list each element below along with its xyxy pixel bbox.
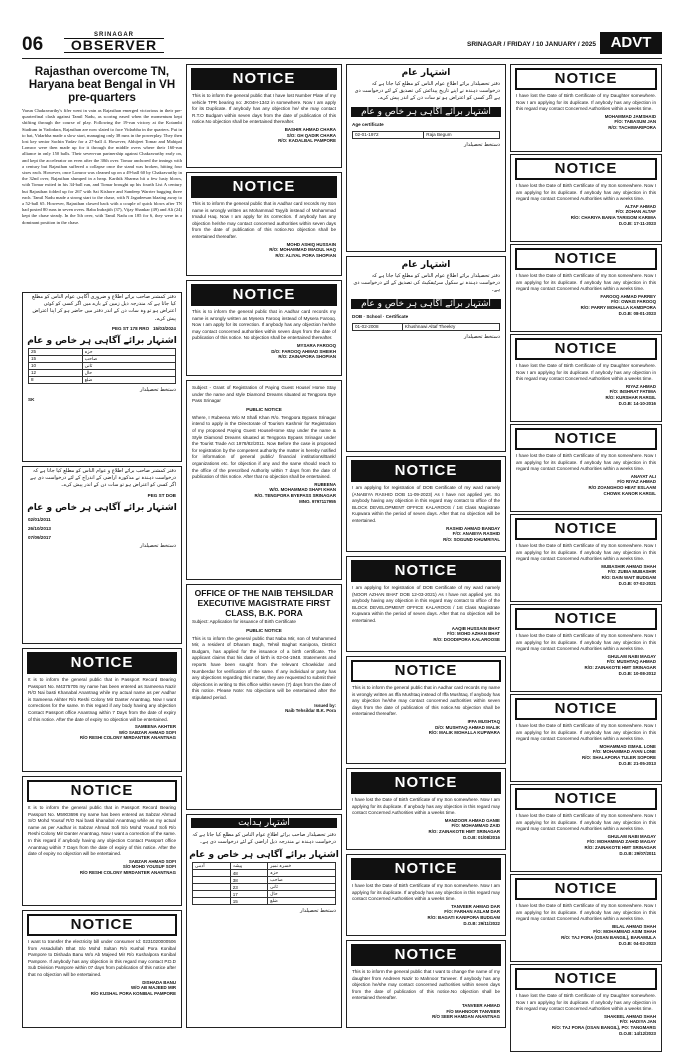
notice-heading: NOTICE	[515, 698, 657, 720]
notice-signature	[511, 743, 661, 767]
notice-signature	[187, 342, 341, 361]
notice-heading: NOTICE	[515, 518, 657, 540]
sig-line: AAQIB HUSSAIN BHAT	[451, 625, 500, 631]
sig-line: SABZAR AHMAD SOFI	[128, 858, 176, 864]
sig-line: W/O. MOHAMMAD SHAFI KHAN	[269, 487, 336, 493]
notice-signature	[347, 525, 505, 544]
label-school: School	[366, 313, 382, 319]
sig-line: R/O: DOODIPORA KALAROOSE	[433, 636, 500, 642]
sig-line: F/O: MOHAMMAD ASIM SHAH	[593, 929, 656, 935]
sig-line: R/O. TENGPORA BYEPASS SRINAGAR	[254, 492, 336, 498]
table-row	[29, 376, 176, 383]
sig-line: TANVEER AHMAD DAR	[451, 903, 500, 909]
notice-body: I have lost the Date of Birth Certificate of my Son somewhere. Now I am applying for its duplicate. If anybody has any objection in this regard may contact Concerned Authorities within a weeks time.	[516, 273, 656, 292]
label-certificate: Certificate	[385, 313, 409, 319]
notice-signature	[23, 858, 181, 877]
notice-body: This is to inform the general public that in Aadhar card records my name is wrongly written as Iffa Mushtaq instead of Iffa Mushtaq. If anybody has any objection he/she may contact concerned authorities within seven days from the date of publication of this notice.No objection shall be entertained thereafter.	[352, 685, 500, 717]
sig-line: R/O: ZAINAKOTE HMT SRINAGAR	[428, 828, 500, 834]
urdu-notice-text-2: دفتر کمشنر صاحب برائے اطلاع و عوام الناس کو مطلع کیا جاتا ہے کہ درخواست دہندہ نے مذکورہ اراضی کے اندراج کے لئے درخواست دی ہے اگر کسی کو اعتراض ہو تو سات دن کے اندر پیش کرے۔	[30, 468, 176, 489]
table-cell: صاحب	[268, 877, 336, 884]
notice-homestay	[186, 380, 342, 580]
sig-line: SHAKEEL AHMAD SHAH	[604, 1013, 656, 1019]
sig-line: R/O: ZAINAPORA SHOPIAN	[278, 354, 336, 360]
table-cell-empty	[193, 891, 231, 898]
dateline: SRINAGAR / FRIDAY / 10 JANUARY / 2025	[467, 41, 596, 48]
notice-heading: NOTICE	[191, 68, 337, 90]
table-cell: 02-01-1972	[353, 131, 424, 138]
table-cell: حزہ	[268, 870, 336, 877]
table-row	[193, 877, 336, 884]
notice-body: I have lost the Date of Birth Certificate of my Son somewhere. Now I am applying for its duplicate. If anybody has any objection in this regard may contact Concerned Authorities within a weeks time.	[516, 453, 656, 472]
sig-line: F/O: MOHAMMAD ZAID	[451, 823, 500, 829]
notice-signature	[347, 1002, 505, 1021]
notice-heading: NOTICE	[351, 858, 501, 880]
urdu-notice-text: دفتر تحصیلدار صاحب برائے اطلاع عوام الناس کو مطلع کیا جاتا ہے کہ درخواست دہندہ نے مندرجہ ذیل اراضی کے لئے درخواست دی ہے۔	[192, 832, 336, 846]
notice-body: I have lost the Date of Birth Certificate of my Son somewhere. Now I am applying for its duplicate. If anybody has any objection in this regard may contact Concerned Authorities within a weeks time.	[516, 903, 656, 922]
sig-line: D.O.B: 29/11/2022	[463, 920, 500, 926]
notice-heading: NOTICE	[515, 788, 657, 810]
sig-line: F/O: HADIYA JAN	[619, 1019, 656, 1025]
table-row	[193, 891, 336, 898]
public-notice-label: PUBLIC NOTICE	[246, 627, 282, 633]
school-labels: DOB · School · Certificate	[352, 313, 409, 319]
notice-heading: NOTICE	[351, 460, 501, 482]
table-cell: ضلع	[82, 376, 175, 383]
sig-line: MOHAMMAD JAMSHAID	[604, 113, 656, 119]
sig-line: MNO. 9797117955	[299, 498, 336, 504]
notice-body: I have lost the Date of Birth Certificate of my Son somewhere. Now I am applying for its duplicate. If anybody has any objection in this regard may contact Concerned Authorities within a weeks time.	[516, 183, 656, 202]
urdu-signature-2: دستخط تحصیلدار	[139, 542, 176, 549]
article-body: Varun Chakravarthy's fifer went in vain as Rajasthan emerged victorious in their pre-quarterfinal clash against Tamil Nadu, as scoring eased when the momentum kept shifting through the course of play. Following the 19-run victory at the Kotambi Stadium in Vadodara, Rajasthan are now slated to face Vidarbha in the quarters. Put in to bat, Vidarbha made a slow start, managing only 38 runs in the powerplay. They then lost key senior Sachin Yadav for a 27-ball 4. However, Abhijeet Tomar and Mahipal Lomror were then made up for it through the middle overs where their 160-run alliance in only 150 balls. Their seven-run partnership against Chakravarthy early on, and kept the accelerator on even after the 30th over. Tomar anchored the innings with a century but Rajasthan suffered a collapse once the stand was broken, hitting four sixes each. However, once Lomror was cleaned up on a 49-ball 60 by Chakravarthy in the 32nd over, Rajasthan slumped in a heap. Karthik Sharma hit a few lusty blows, with Tomar exited in his 34-ball run, and Tomar brought up his fourth List A century but Rajasthan folded up for 267 with Sai Kishore and Sandeep Warrier bagging three each. Tamil Nadu made a strong start to the chase, with N Jagadeesan blazing away to a 52-ball 65. However, Rajasthan clawed back with a couple of quick blows after TN had posted 80 runs in seven overs. Baba Indrajith (37), Vijay Shankar (49) and Ali (24) kept the chase steady. In the 5th over, with Tamil Nadu on 185 for 6, they were in a dominant position in the chase.	[22, 108, 182, 225]
notice-heading: NOTICE	[515, 248, 657, 270]
urdu-signature: دستخط تحصیلدار	[463, 333, 500, 340]
notice-aadhar-iffa	[346, 656, 506, 764]
notice-heading: NOTICE	[515, 68, 657, 90]
notice-body: I have lost the Date of Birth Certificate of my Son somewhere. Now I am applying for its duplicate. If anybody has any objection in this regard may contact Concerned Authorities within a weeks time.	[352, 797, 500, 816]
notice-name-change	[346, 940, 506, 1028]
table-row	[193, 884, 336, 891]
notice-body: I have lost the Date of Birth Certificate of my Son somewhere. Now I am applying for its duplicate. If anybody has any objection in this regard may contact Concerned Authorities within a weeks time.	[352, 883, 500, 902]
sig-line: R/O: ZAINAKOTE HMT SRINAGAR	[584, 844, 656, 850]
table-row	[29, 348, 176, 355]
table-cell: 8	[29, 376, 83, 383]
sig-line: F/O: ZOHAN ALTAF	[615, 209, 656, 215]
table-cell-empty	[193, 884, 231, 891]
label-dob: DOB	[352, 313, 363, 319]
notice-body: I have lost the Date of Birth Certificate of my Son somewhere. Now I am applying for its duplicate. If anybody has any objection in this regard may contact Concerned Authorities within a weeks time.	[516, 723, 656, 742]
table-header: خسرہ نمبر	[268, 863, 336, 870]
notice-signature	[347, 625, 505, 644]
notice-signature	[511, 653, 661, 677]
sig-line: GHULAM NABI MAGAY	[607, 833, 656, 839]
urdu-notice-text: دفتر تحصیلدار برائے اطلاع عوام الناس کو مطلع کیا جاتا ہے کہ درخواست دہندہ نے اپنے تاریخ پیدائش کی تصدیق کے لئے درخواست دی ہے اگر کسی کو اعتراض ہو تو سات دن کے اندر پیش کرے۔	[354, 81, 500, 102]
sig-line: R/O RESHI COLONY MIRDANTER ANANTNAG	[79, 735, 176, 741]
sig-line: ALTAF AHMAD	[624, 203, 656, 209]
sig-line: R/O: MOHAMMAD IMADUL HAQ	[269, 247, 336, 253]
article-headline: Rajasthan overcome TN, Haryana beat Bengal in VH pre-quarters	[28, 66, 176, 104]
sig-line: GHULAM NABI MAGAY	[607, 653, 656, 659]
sig-line: F/O: MOHAMMAD ZAHID MAGAY	[587, 839, 656, 845]
table-row	[29, 369, 176, 376]
notice-dob-lost	[510, 244, 662, 332]
notice-dob-lost	[510, 154, 662, 242]
sig-line: BASHIR AHMAD CHARA	[284, 126, 336, 132]
notice-signature	[347, 718, 505, 737]
notice-dob-lost	[510, 694, 662, 782]
sig-line: D.O.B: 14/12/2023	[619, 1030, 656, 1036]
table-cell: 17	[230, 891, 267, 898]
notice-signature	[23, 723, 181, 742]
notice-body: I am applying for registration of DOB Certificate of my ward namely (ANABIYA RASHID DOB 11-09-2023) As I have not applied yet. So anybody having any objection in this regard may contact to office of the BLOCK DEVELOPMENT OFFICE KALAROOS / 1st Class Magistrate Kupwara within the period of seven days. After that no objection will be entertained.	[352, 485, 500, 523]
sig-line: IFFA MUSHTAQ	[467, 718, 500, 724]
sig-line: D.O.B: 17-11-2023	[618, 220, 656, 226]
land-table	[28, 348, 176, 384]
sig-line: R/O: TAJ PORA (OSAN BANGIL), BARAMULA	[561, 934, 656, 940]
notice-body: This is to inform the general public that in Aadhar card records my name is wrongly written as Mysera Farooq instead of Mysera Farooq. Now I am apply for its correction. If anybody has any objection he/she may contact concerned authorities within seven days from the date of publication of this notice. No objection shall be entertained thereafter.	[192, 309, 336, 341]
notice-body: I have lost the Date of Birth Certificate of my Son somewhere. Now I am applying for its duplicate. If anybody has any objection in this regard may contact Concerned Authorities within a weeks time.	[516, 813, 656, 832]
sig-line: D/O: FAROOQ AHMAD SHEIKH	[271, 348, 336, 354]
notice-dob-zaid	[346, 768, 506, 850]
sig-line: R/O: DAIN WAIT BUDGAM	[601, 574, 656, 580]
sig-line: RIYAZ AHMAD	[625, 383, 656, 389]
notice-tehsildar	[186, 584, 342, 810]
notice-signature	[511, 563, 661, 587]
sig-line: F/O: MOHAMMAD AYAN LONE	[592, 749, 656, 755]
sig-line: F/O: ANABIYA RASHID	[452, 531, 500, 537]
urdu-notice-text: دفتر تحصیلدار برائے اطلاع عوام الناس کو مطلع کیا جاتا ہے کہ درخواست دہندہ نے سکول سرٹیفکیٹ کی تصدیق کے لئے درخواست دی ہے۔	[353, 273, 500, 294]
sig-line: F/O: OWAIS FAROOQ	[611, 299, 656, 305]
sig-line: R/O: ALIYAL PORA SHOPIAN	[275, 252, 336, 258]
notice-dob-anabiya	[346, 456, 506, 552]
notice-body: I want to transfer the electricity bill under consumer Id: 0231020000506 from Assadullah Bhat S/o Mohd Sultan R/o Kushal Pora Konibal Pampore to Dishada Banu W/o Ab Majeed Mir R/o Kushalpora Konibal Pampore. If anybody has any objection in this regard may contact P.D.D Sub Division Pampore within 07 days from publication of this notice after that no objection will be entertained.	[28, 939, 176, 977]
table-cell: Raja Begum	[424, 131, 500, 138]
table-cell: 15	[230, 898, 267, 905]
notice-passport-2	[22, 776, 182, 906]
sig-line: D/O: MUSHTAQ AHMAD MALIK	[435, 724, 500, 730]
notice-signature	[511, 473, 661, 497]
notice-date: 15/03/2024	[153, 325, 176, 331]
sig-line: SAMEENA AKHTER	[134, 724, 176, 730]
sig-line: FAROOQ AHMAD PARREY	[600, 293, 656, 299]
notice-body: This is to inform the general public that I have lost Number Plate of my vehicle TPR bearing no: JK04H-1342 in somewhere. Now I am apply for its Duplicate. If anybody has any objection he/ she may contact R.T.O Budgam within seven days from the date of publication of this notice.No objection shall be entertained thereafter.	[192, 93, 336, 125]
notice-body: I have lost the Date of Birth Certificate of my Daughter somewhere. Now I am applying for its duplicate. If anybody has any objection in this regard may contact Concerned Authorities within a weeks time.	[516, 93, 656, 112]
sig-line: MYSARA FAROOQ	[296, 342, 336, 348]
sig-line: D.O.B: 14-10-2016	[618, 400, 656, 406]
notice-body: It is to inform the general public that in Passport Record Bearing Passport No. M5903696 my name has been entered as Sabzar Ahmad S/O Mohd Yousuf R/O Nai basti khanabal Anantnag while as my actual name as per Aadhar is Sabzar Ahmad Sofi S/o Mohd Yousuf Sofi R/o Reshi Colony Mir Danter Anantnag. Now I want a correction of the same. In this regard if anybody having any objection Contact Passport office Anantnag within 7 Days from the date of expiry of this notice. After the date of expiry no objection will be entertained.	[28, 805, 176, 857]
notice-signature	[511, 203, 661, 227]
land-table-2	[192, 862, 336, 905]
urdu-signature: دستخط تحصیلدار	[463, 141, 500, 148]
table-cell: 12	[29, 369, 83, 376]
notice-signature	[187, 241, 341, 260]
sig-line: D.O.B: 29/07/2011	[619, 850, 656, 856]
sig-line: MUBASHIR AHMAD SHAH	[601, 563, 656, 569]
notice-heading: NOTICE	[515, 338, 657, 360]
notice-body: I have lost the Date of Birth Certificate of my Daughter somewhere. Now I am applying for its duplicate. If anybody has any objection in this regard may contact Concerned Authorities within a weeks time.	[516, 363, 656, 382]
sig-line: F/O RIYAZ AHMAD	[617, 479, 656, 485]
notice-signature	[347, 903, 505, 927]
urdu-notice-banner: اشتہار ہدایت	[191, 818, 337, 828]
sig-line: RUBEENA	[314, 481, 336, 487]
sig-line: D.O.B: 10-08-2012	[618, 670, 656, 676]
sig-line: CHOWK KANOR KARGIL	[603, 490, 656, 496]
table-row	[193, 870, 336, 877]
notice-heading: NOTICE	[191, 284, 337, 306]
sig-line: R/O: KADALBAL PAMPORE	[278, 138, 336, 144]
logo-title: OBSERVER	[64, 38, 164, 53]
sig-line: Naib Tehsildar B.K. Pora	[285, 708, 336, 714]
notice-dob-lost	[510, 964, 662, 1052]
urdu-notice-dob	[22, 466, 182, 644]
sig-line: W/O SABZAR AHMAD SOFI	[118, 729, 176, 735]
notice-body: I have lost the Date of Birth Certificate of my Daughter somewhere. Now I am applying for its duplicate. If anybody has any objection in this regard may contact Concerned Authorities within a weeks time.	[516, 993, 656, 1012]
sig-line: DISHADA BANU	[142, 979, 176, 985]
table-row	[193, 898, 336, 905]
notice-code: PEG ST 178 RRO	[111, 325, 150, 331]
table-cell: صاحب	[82, 355, 175, 362]
notice-dob-lost	[510, 874, 662, 962]
notice-subject: Subject - Grant of Registration of Paying Guest House/ Home Stay under the name and style Diamond Dreams situated at Tengpora Bye Pass Srinagar	[192, 385, 336, 404]
sig-line: F/O: FARHAN ASLAM DAR	[444, 909, 500, 915]
notice-body: I am applying for registration of DOB Certificate of my ward namely (NOOR AZHAN BHAT DOB 12-03-2021) As I have not applied yet. So anybody having any objection in this regard may contact to office of the BLOCK DEVELOPMENT OFFICE KALAROOS / 1st Class Magistrate Kupwara within the period of seven days. After that no objection will be entertained.	[352, 585, 500, 623]
sig-line: W/O AB MAJEED MIR	[131, 985, 176, 991]
table-cell: حزہ	[82, 348, 175, 355]
notice-body: Where, I Rubeena W/o M Shafi Khan R/o. Tengpora Bypass Srinagar intend to apply in the Directorate of Tourism Kashmir for Registration of my proposed Paying Guest House/Home stay under the name & Style Diamond Dreams situated at Tengpora Bypass Srinagar under the Tourist Trade Act 1978/82/2011. Now Before the case is proposed for registration by the competent authority the matter is hereby notified for information of general public/ financial institutions/Bank/ organizations etc. for objection if any and the same should reach to the office of the prescribed Authority within 7 days from the date of publication of this notice. After that no objection shall be entertained.	[192, 414, 336, 480]
urdu-notice-age	[346, 64, 506, 252]
notice-dob-lost	[510, 784, 662, 872]
notice-electricity	[22, 910, 182, 1028]
newspaper-logo	[64, 32, 164, 53]
urdu-signature: دستخط تحصیلدار	[139, 386, 176, 393]
urdu-notice-code-2: PEG ST DOB	[147, 492, 176, 498]
table-cell: 38	[230, 877, 267, 884]
sig-line: R/O KUSHAL PORA KONIBAL PAMPORE	[90, 990, 176, 996]
table-cell: 01-02-2008	[353, 323, 403, 330]
notice-dob-lost	[510, 334, 662, 422]
notice-signature	[187, 481, 341, 505]
table-cell-empty	[193, 870, 231, 877]
urdu-notice-land	[22, 292, 182, 462]
table-cell: ضلع	[268, 898, 336, 905]
masthead	[22, 32, 662, 59]
sig-line: F/O: MOHD AZHAN BHAT	[447, 631, 500, 637]
age-cert-label: Age certificate	[352, 121, 384, 127]
page-number: 06	[22, 34, 44, 55]
dob-date-3: 07/09/2017	[28, 534, 51, 540]
notice-aadhar-son	[186, 172, 342, 276]
sig-line: S/O: GH QADIR CHARA	[286, 132, 336, 138]
school-table	[352, 323, 500, 331]
sig-line: Issued by:	[314, 702, 336, 708]
urdu-notice-title: اشتہار برائے آگاہی ہر خاص و عام	[27, 335, 177, 346]
sig-line: R/O: MALIK MOHALLA KUPWARA	[428, 730, 500, 736]
notice-signature	[23, 979, 181, 998]
notice-heading: NOTICE	[515, 608, 657, 630]
notice-heading: NOTICE	[515, 428, 657, 450]
sig-line: R/O: SHALAPORA TULER SOPORE	[582, 754, 656, 760]
sig-line: R/O: TAJ PORA (OSAN BANGIL), PO: TANGMARG	[551, 1024, 656, 1030]
urdu-notice-title-2: اشتہار برائے آگاہی ہر خاص و عام	[27, 502, 177, 513]
sig-line: F/O: INSHRAT FATIMA	[609, 389, 656, 395]
urdu-notice-code	[23, 324, 181, 333]
notice-dob-azhan	[346, 556, 506, 652]
sports-article	[22, 64, 182, 284]
urdu-notice-heading: اشتہار عام	[401, 260, 451, 270]
notice-body: This is to inform the general public that Naba Mir, son of Mohammed Mir, a resident of Dharam Bagh, Tehsil Baghat Kanipora, District Budgam, has applied for the issuance of a birth certificate. The applicant claims that his date of birth is 02-04-1948. Statements and reports have been sought from the relevant Chowkidar and Numberdar for verification of the same. If any individual or party has any objections regarding this matter, they are requested to submit their objections in writing to this office within seven (7) days from the date of this notice. Please Note: No objections will be entertained after the stipulated period.	[192, 635, 336, 700]
notice-signature	[187, 702, 341, 715]
sig-line: D.O.B: 04-02-2023	[618, 940, 656, 946]
table-cell: 25	[29, 348, 83, 355]
sig-line: MOHAMMAD ISMAIL LONE	[599, 743, 656, 749]
notice-signature	[511, 113, 661, 132]
notice-signature	[347, 817, 505, 841]
notice-heading: NOTICE	[515, 878, 657, 900]
notice-heading: NOTICE	[351, 944, 501, 966]
notice-body: I have lost the Date of Birth Certificate of my Son somewhere. Now I am applying for its duplicate. If anybody has any objection in this regard may contact Concerned Authorities within a weeks time.	[516, 543, 656, 562]
logo-city: SRINAGAR	[93, 32, 134, 38]
table-cell: Khushnawi Altaf Theekry	[402, 323, 499, 330]
table-cell: 10	[29, 362, 83, 369]
urdu-notice-school	[346, 256, 506, 452]
sig-line: D.O.B: 07-02-2021	[618, 580, 656, 586]
sig-line: RASHID AHMAD BANDAY	[446, 525, 500, 531]
sig-line: MANZOOR AHMAD GANIE	[444, 817, 500, 823]
sig-line: ANAYAT ALI	[630, 473, 656, 479]
urdu-notice-banner: اشتہار برائے آگاہی ہر خاص و عام	[351, 107, 501, 117]
notice-dob-lost	[510, 604, 662, 692]
notice-passport-1	[22, 648, 182, 772]
sig-line: F/O: TABASUM JAN	[614, 119, 656, 125]
sig-line: F/O: MUSHTAQ AHMAD	[606, 659, 656, 665]
sig-line: TANVEER AHMAD	[461, 1002, 500, 1008]
notice-heading: NOTICE	[191, 176, 337, 198]
table-row	[29, 362, 176, 369]
sig-line: S/O MOHD YOUSUF SOFI	[122, 864, 176, 870]
sig-line: D.O.B: 21-05-2013	[618, 760, 656, 766]
public-notice-label: PUBLIC NOTICE	[246, 406, 282, 412]
tehsildar-subject: Subject: Application for issuance of Birth Certificate	[192, 619, 296, 624]
table-cell-empty	[193, 877, 231, 884]
table-cell: حال	[82, 369, 175, 376]
notice-body: This is to inform the general public that in Aadhar card records my Son name is wrongly written as Mohammad Tayyib instead of Mohammad Imadul Haq. Now I am apply for its correction. If anybody has any objection he/she may contact concerned authorities within seven days from the date of publication of this notice.No objection shall be entertained thereafter.	[192, 201, 336, 239]
sig-line: D.O.B: 01/08/2016	[463, 834, 500, 840]
notice-heading: NOTICE	[515, 158, 657, 180]
table-cell-empty	[193, 898, 231, 905]
table-header: پیشہ	[230, 863, 267, 870]
notice-dob-lost	[510, 514, 662, 602]
table-cell: حال	[268, 891, 336, 898]
notice-heading: NOTICE	[27, 780, 177, 802]
notice-heading: NOTICE	[27, 652, 177, 674]
urdu-notice-heading: اشتہار عام	[401, 68, 451, 78]
notice-heading: NOTICE	[351, 560, 501, 582]
notice-dob-farhan	[346, 854, 506, 936]
notice-aadhar-mysera	[186, 280, 342, 376]
sig-line: R/O: SOGUND KHUMRIYAL	[443, 536, 500, 542]
notice-heading: NOTICE	[351, 772, 501, 794]
notice-dob-lost	[510, 64, 662, 152]
table-cell: 23	[230, 884, 267, 891]
urdu-sk: SK	[28, 397, 35, 403]
age-table	[352, 131, 500, 139]
sig-line: F/O MAHNOOR TANVEER	[446, 1008, 500, 1014]
notice-signature	[511, 1013, 661, 1037]
table-header: آدمی	[193, 863, 231, 870]
sig-line: R/O: ZAINAKOTE HMT SRINAGAR	[584, 664, 656, 670]
notice-heading: NOTICE	[351, 660, 501, 682]
tehsildar-title: OFFICE OF THE NAIB TEHSILDAR EXECUTIVE MAGISTRATE FIRST CLASS, B.K. PORA	[194, 588, 334, 618]
notice-body: It is to inform the general public that in Passport Record Bearing Passport No. M4375705 my name has been entered as Sameena Nazir R/O Nai basti Khanabal Anantnag while my actual name as per Aadhar is Sameena Akhter R/o Reshi Colony Mir Danter Anantnag. Now I want corrections for the same. In this regard if any body having any objection Contact Passport office Anantnag within 7 Days from the date of expiry of this notice. After the date of expiry no objection will be entertained.	[28, 677, 176, 722]
dob-date-1: 02/01/2011	[28, 516, 51, 522]
notice-signature	[511, 293, 661, 317]
sig-line: R/O ZOANGHOO HEAT ESLAAM	[588, 484, 656, 490]
urdu-notice-banner: اشتہار برائے آگاہی ہر خاص و عام	[351, 299, 501, 309]
urdu-notice-title: اشتہار برائے آگاہی ہر خاص و عام	[189, 850, 339, 861]
urdu-notice-text: دفتر کمشنر صاحب برائے اطلاع و ضروری آگاہی عوام الناس کو مطلع کیا جاتا ہے کہ مندرجہ ذیل زمین کے بارے میں اگر کسی کو کوئی اعتراض ہو تو وہ سات دن کے اندر دفتر میں حاضر ہو کر اپنا اعتراض پیش کرے۔	[31, 294, 176, 322]
notice-heading: NOTICE	[515, 968, 657, 990]
table-row	[29, 355, 176, 362]
sig-line: BILAL AHMAD SHAH	[612, 923, 656, 929]
notice-signature	[187, 126, 341, 145]
notice-signature	[511, 833, 661, 857]
sig-line: MOHD ASHIQ HUSSAIN	[286, 241, 336, 247]
notice-body: This is to inform the general public that I want to change the name of my daughter from Andreen Nazir to Mahnoor Tanveer. If anybody has any objection he/she may contact concerned authorities within seven days from the date of publication of this notice.No objection shall be entertained thereafter.	[352, 969, 500, 1001]
sig-line: R/O: BAGATI KANIPORA BUDGAM	[427, 914, 500, 920]
urdu-notice-land-2	[186, 814, 342, 1028]
table-cell: ثانی	[268, 884, 336, 891]
dob-date-2: 26/10/2013	[28, 525, 51, 531]
sig-line: F/O: ZUBIA MUBASHIR	[607, 569, 656, 575]
sig-line: R/O SEER HAMDAN ANANTNAG	[432, 1014, 500, 1020]
table-cell: 15	[29, 355, 83, 362]
table-cell: 48	[230, 870, 267, 877]
sig-line: R/O: TACHIWARIPORA	[608, 124, 656, 130]
sig-line: D.O.B: 08-01-2023	[618, 310, 656, 316]
notice-number-plate	[186, 64, 342, 168]
sig-line: R/O: PARRY MOHALLA KAMDPORA	[580, 304, 656, 310]
section-label: ADVT	[600, 32, 662, 54]
notice-dob-lost	[510, 424, 662, 512]
notice-signature	[511, 383, 661, 407]
sig-line: R/O RESHI COLONY MIRDANTER ANANTNAG	[79, 869, 176, 875]
notice-body: I have lost the Date of Birth Certificate of my Son somewhere. Now I am applying for its duplicate. If anybody has any objection in this regard may contact Concerned Authorities within a weeks time.	[516, 633, 656, 652]
notice-signature	[511, 923, 661, 947]
sig-line: R/O: CHARIYA BANIA TARIGOM KARIMA	[570, 214, 656, 220]
urdu-signature: دستخط تحصیلدار	[299, 908, 336, 915]
sig-line: R/O: KURSHAR RARGIL	[605, 394, 656, 400]
notice-heading: NOTICE	[27, 914, 177, 936]
table-cell: ثانی	[82, 362, 175, 369]
